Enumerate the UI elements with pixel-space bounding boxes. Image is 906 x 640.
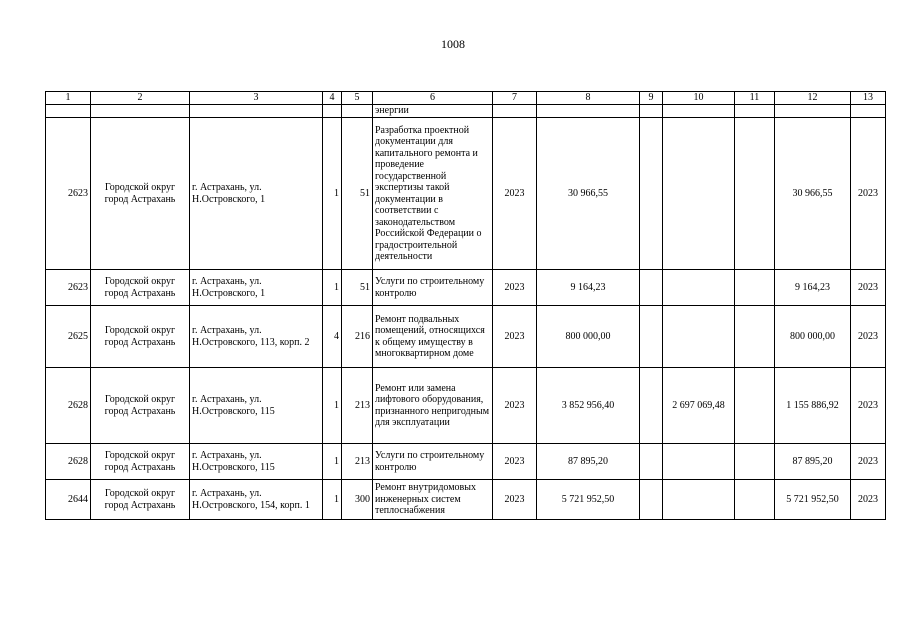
column-11-cell	[735, 368, 775, 444]
table-row	[46, 118, 886, 270]
year-cell: 2023	[493, 480, 537, 520]
column-10-cell	[663, 444, 735, 480]
column-4-cell: 1	[323, 270, 342, 306]
deadline-cell: 2023	[851, 270, 886, 306]
column-4-cell: 1	[323, 368, 342, 444]
municipality-cell: Городской округ город Астрахань	[91, 118, 190, 270]
table-row	[46, 270, 886, 306]
column-number-row	[46, 92, 886, 105]
municipality-cell: Городской округ город Астрахань	[91, 368, 190, 444]
total-cost-cell: 5 721 952,50	[537, 480, 640, 520]
table-row	[46, 444, 886, 480]
column-9-cell	[640, 444, 663, 480]
work-cell: Ремонт подвальных помещений, относящихся к общему имуществу в многоквартирном доме	[373, 306, 493, 368]
deadline-cell: 2023	[851, 444, 886, 480]
column-9-cell	[640, 118, 663, 270]
column-10-cell	[663, 480, 735, 520]
work-cell: Услуги по строительному контролю	[373, 444, 493, 480]
column-12-cell: 30 966,55	[775, 118, 851, 270]
year-cell: 2023	[493, 270, 537, 306]
column-12-cell: 87 895,20	[775, 444, 851, 480]
column-number: 8	[537, 92, 640, 105]
work-cell: Ремонт или замена лифтового оборудования, признанного непригодным для эксплуатации	[373, 368, 493, 444]
repair-schedule-table	[45, 91, 886, 520]
column-4-cell: 1	[323, 480, 342, 520]
total-cost-cell: 87 895,20	[537, 444, 640, 480]
table-row	[46, 368, 886, 444]
deadline-cell: 2023	[851, 480, 886, 520]
address-cell: г. Астрахань, ул. Н.Островского, 1	[190, 270, 323, 306]
record-id: 2644	[46, 480, 91, 520]
year-cell: 2023	[493, 306, 537, 368]
column-5-cell: 300	[342, 480, 373, 520]
column-number: 12	[775, 92, 851, 105]
column-number: 4	[323, 92, 342, 105]
address-cell: г. Астрахань, ул. Н.Островского, 154, корп. 1	[190, 480, 323, 520]
record-id: 2623	[46, 270, 91, 306]
work-cell: Ремонт внутридомовых инженерных систем теплоснабжения	[373, 480, 493, 520]
address-cell: г. Астрахань, ул. Н.Островского, 115	[190, 368, 323, 444]
column-number: 7	[493, 92, 537, 105]
column-5-cell: 213	[342, 368, 373, 444]
municipality-cell: Городской округ город Астрахань	[91, 480, 190, 520]
column-number: 13	[851, 92, 886, 105]
column-10-cell	[663, 270, 735, 306]
municipality-cell: Городской округ город Астрахань	[91, 306, 190, 368]
record-id: 2623	[46, 118, 91, 270]
column-5-cell: 213	[342, 444, 373, 480]
column-5-cell: 51	[342, 270, 373, 306]
column-12-cell: 800 000,00	[775, 306, 851, 368]
column-11-cell	[735, 118, 775, 270]
page-number: 1008	[441, 37, 465, 51]
column-9-cell	[640, 480, 663, 520]
column-5-cell: 216	[342, 306, 373, 368]
address-cell: г. Астрахань, ул. Н.Островского, 1	[190, 118, 323, 270]
column-10-cell: 2 697 069,48	[663, 368, 735, 444]
municipality-cell: Городской округ город Астрахань	[91, 270, 190, 306]
column-11-cell	[735, 480, 775, 520]
column-number: 5	[342, 92, 373, 105]
column-9-cell	[640, 368, 663, 444]
column-11-cell	[735, 306, 775, 368]
column-9-cell	[640, 270, 663, 306]
record-id: 2625	[46, 306, 91, 368]
deadline-cell: 2023	[851, 306, 886, 368]
work-cell: Разработка проектной документации для капитального ремонта и проведение государственной экспертизы такой документации в соответствии с законодательством Российской Федерации о градостроительной деятельности	[373, 118, 493, 270]
address-cell: г. Астрахань, ул. Н.Островского, 113, корп. 2	[190, 306, 323, 368]
column-10-cell	[663, 118, 735, 270]
column-4-cell: 4	[323, 306, 342, 368]
year-cell: 2023	[493, 118, 537, 270]
table-row	[46, 480, 886, 520]
column-number: 6	[373, 92, 493, 105]
column-number: 9	[640, 92, 663, 105]
work-cell: Услуги по строительному контролю	[373, 270, 493, 306]
column-number: 10	[663, 92, 735, 105]
column-number: 1	[46, 92, 91, 105]
column-12-cell: 9 164,23	[775, 270, 851, 306]
record-id: 2628	[46, 444, 91, 480]
deadline-cell: 2023	[851, 368, 886, 444]
column-4-cell: 1	[323, 444, 342, 480]
year-cell: 2023	[493, 368, 537, 444]
year-cell: 2023	[493, 444, 537, 480]
deadline-cell: 2023	[851, 118, 886, 270]
record-id: 2628	[46, 368, 91, 444]
column-9-cell	[640, 306, 663, 368]
total-cost-cell: 9 164,23	[537, 270, 640, 306]
column-10-cell	[663, 306, 735, 368]
municipality-cell: Городской округ город Астрахань	[91, 444, 190, 480]
column-5-cell: 51	[342, 118, 373, 270]
column-number: 11	[735, 92, 775, 105]
total-cost-cell: 30 966,55	[537, 118, 640, 270]
column-number: 3	[190, 92, 323, 105]
column-11-cell	[735, 270, 775, 306]
column-4-cell: 1	[323, 118, 342, 270]
column-number: 2	[91, 92, 190, 105]
column-11-cell	[735, 444, 775, 480]
column-12-cell: 1 155 886,92	[775, 368, 851, 444]
total-cost-cell: 800 000,00	[537, 306, 640, 368]
table-row	[46, 306, 886, 368]
continuation-row	[46, 105, 886, 118]
total-cost-cell: 3 852 956,40	[537, 368, 640, 444]
work-cell: энергии	[373, 105, 493, 118]
column-12-cell: 5 721 952,50	[775, 480, 851, 520]
address-cell: г. Астрахань, ул. Н.Островского, 115	[190, 444, 323, 480]
